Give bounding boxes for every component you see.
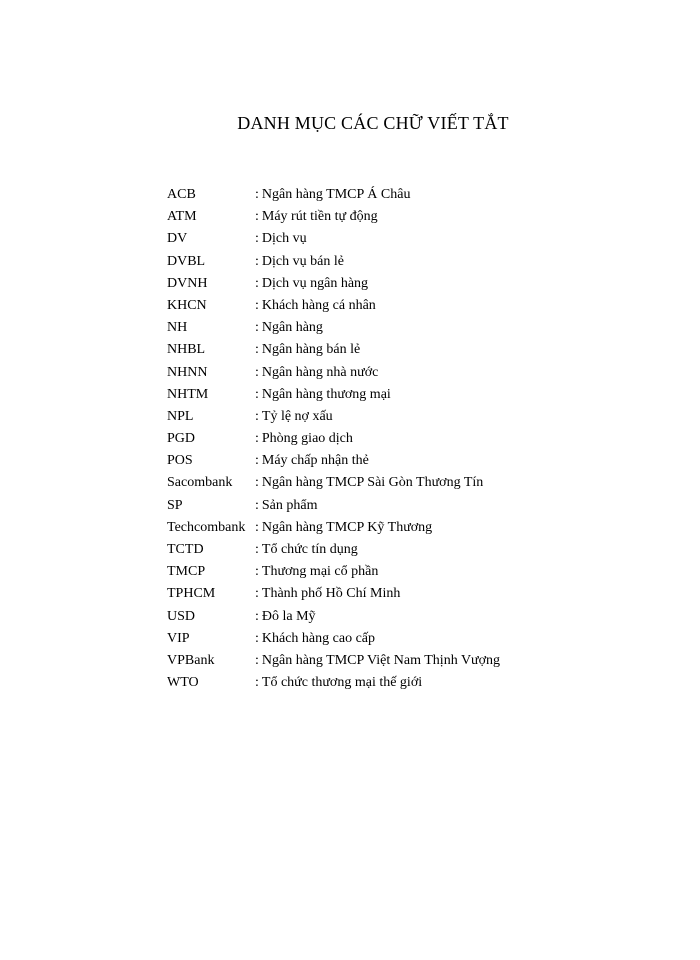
abbreviation-code: DVBL: [167, 253, 206, 269]
abbreviation-definition: Máy rút tiền tự động: [261, 209, 378, 225]
abbreviation-code: SP: [167, 497, 183, 513]
abbreviation-definition: Máy chấp nhận thẻ: [261, 453, 369, 469]
abbreviation-code: WTO: [167, 675, 199, 691]
abbreviation-separator: :: [255, 630, 259, 646]
abbreviation-list: [167, 184, 587, 694]
abbreviation-code: TCTD: [167, 542, 204, 557]
abbreviation-definition: Tổ chức tín dụng: [261, 542, 358, 557]
abbreviation-separator: :: [255, 297, 259, 313]
abbreviation-code: KHCN: [167, 297, 207, 313]
abbreviation-separator: :: [255, 475, 259, 491]
abbreviation-separator: :: [255, 364, 259, 380]
abbreviation-row: [167, 339, 587, 361]
abbreviation-row: [167, 295, 587, 317]
abbreviation-code: PGD: [167, 431, 196, 447]
abbreviation-row: [167, 606, 587, 628]
abbreviation-row: [167, 539, 587, 561]
abbreviation-code: ACB: [167, 187, 196, 202]
abbreviation-separator: :: [255, 652, 259, 668]
abbreviation-separator: :: [255, 453, 259, 469]
abbreviation-code: VIP: [167, 630, 190, 646]
abbreviation-row: [167, 384, 587, 406]
abbreviation-code: TMCP: [167, 564, 206, 580]
abbreviation-separator: :: [255, 231, 259, 247]
abbreviation-code: NHTM: [167, 386, 209, 402]
abbreviation-row: [167, 450, 587, 472]
abbreviation-definition: Tỷ lệ nợ xấu: [261, 408, 333, 424]
abbreviation-row: [167, 184, 587, 206]
abbreviation-separator: :: [255, 497, 259, 513]
abbreviation-definition: Thương mại cổ phần: [261, 564, 379, 580]
abbreviation-row: [167, 472, 587, 494]
page-title: DANH MỤC CÁC CHỮ VIẾT TẮT: [237, 113, 509, 133]
abbreviation-code: VPBank: [167, 652, 215, 668]
abbreviation-definition: Dịch vụ ngân hàng: [261, 275, 369, 291]
abbreviation-separator: :: [255, 386, 259, 402]
abbreviation-row: [167, 206, 587, 228]
abbreviation-row: [167, 317, 587, 339]
abbreviation-row: [167, 273, 587, 295]
abbreviation-separator: :: [255, 608, 259, 624]
abbreviation-definition: Khách hàng cá nhân: [261, 297, 376, 313]
abbreviation-code: DV: [167, 231, 188, 247]
abbreviation-code: NPL: [167, 408, 194, 424]
abbreviation-definition: Thành phố Hồ Chí Minh: [261, 586, 401, 602]
abbreviation-definition: Ngân hàng TMCP Việt Nam Thịnh Vượng: [261, 652, 501, 668]
abbreviation-definition: Ngân hàng bán lẻ: [261, 342, 361, 358]
abbreviation-definition: Đô la Mỹ: [261, 608, 316, 624]
abbreviation-row: [167, 650, 587, 672]
abbreviation-separator: :: [255, 408, 259, 424]
abbreviation-separator: :: [255, 564, 259, 580]
abbreviation-separator: :: [255, 586, 259, 602]
abbreviation-code: POS: [167, 453, 193, 469]
abbreviation-separator: :: [255, 542, 259, 557]
abbreviation-code: TPHCM: [167, 586, 216, 602]
abbreviation-definition: Ngân hàng nhà nước: [261, 364, 379, 380]
abbreviation-separator: :: [255, 209, 259, 225]
abbreviation-row: [167, 406, 587, 428]
abbreviation-definition: Tổ chức thương mại thế giới: [261, 675, 423, 691]
abbreviation-separator: :: [255, 519, 259, 535]
abbreviation-row: [167, 628, 587, 650]
abbreviation-code: USD: [167, 608, 196, 624]
abbreviation-separator: :: [255, 431, 259, 447]
abbreviation-row: [167, 228, 587, 250]
abbreviation-separator: :: [255, 187, 259, 202]
abbreviation-row: [167, 362, 587, 384]
abbreviation-separator: :: [255, 320, 259, 336]
abbreviation-row: [167, 561, 587, 583]
abbreviation-row: [167, 583, 587, 605]
abbreviation-code: DVNH: [167, 275, 208, 291]
abbreviation-definition: Ngân hàng TMCP Sài Gòn Thương Tín: [261, 475, 484, 491]
abbreviation-definition: Dịch vụ: [261, 231, 307, 247]
abbreviation-row: [167, 517, 587, 539]
abbreviation-code: Sacombank: [167, 475, 233, 491]
abbreviation-code: NH: [167, 320, 188, 336]
abbreviation-definition: Ngân hàng TMCP Kỹ Thương: [261, 519, 433, 535]
abbreviation-definition: Ngân hàng thương mại: [261, 386, 391, 402]
abbreviation-definition: Ngân hàng: [261, 320, 323, 336]
abbreviation-row: [167, 495, 587, 517]
abbreviation-definition: Sản phẩm: [261, 497, 318, 513]
abbreviation-code: Techcombank: [167, 519, 246, 535]
abbreviation-definition: Khách hàng cao cấp: [261, 630, 375, 646]
abbreviation-definition: Phòng giao dịch: [261, 431, 353, 447]
abbreviation-row: [167, 672, 587, 694]
abbreviation-separator: :: [255, 253, 259, 269]
abbreviation-code: NHBL: [167, 342, 206, 358]
abbreviation-row: [167, 251, 587, 273]
abbreviation-code: ATM: [167, 209, 197, 225]
abbreviation-code: NHNN: [167, 364, 208, 380]
abbreviation-separator: :: [255, 342, 259, 358]
abbreviation-row: [167, 428, 587, 450]
abbreviation-definition: Ngân hàng TMCP Á Châu: [261, 187, 411, 202]
abbreviation-separator: :: [255, 275, 259, 291]
abbreviation-separator: :: [255, 675, 259, 691]
abbreviation-definition: Dịch vụ bán lẻ: [261, 253, 344, 269]
